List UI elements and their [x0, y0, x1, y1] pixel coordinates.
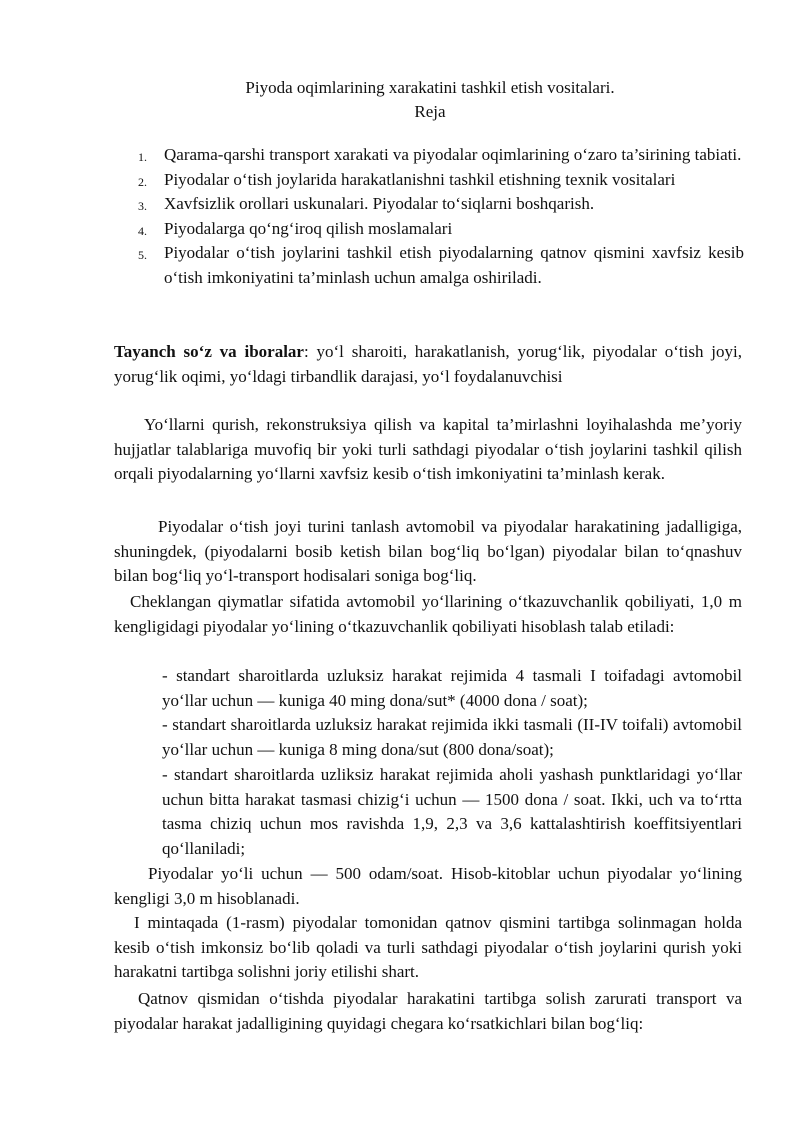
bullet-item-3: - standart sharoitlarda uzliksiz harakat rejimida aholi yashash punktlaridagi yo‘llar uchun bitta harakat tasmasi chizig‘i uchun — 1500 dona / soat. Ikki, uch va to‘rtta tasma chiziq uchun mos ravishda 1,9, 2,3 va 3,6 kattalashtirish koeffitsiyentlari qo‘llaniladi;	[162, 765, 742, 858]
paragraph-3: Cheklangan qiymatlar sifatida avtomobil yo‘llarining o‘tkazuvchanlik qobiliyati, 1,0 m kengligidagi piyodalar yo‘lining o‘tkazuvchanlik qobiliyati hisoblash talab etiladi:	[114, 592, 742, 636]
keywords-paragraph	[114, 340, 742, 389]
list-item-text: Xavfsizlik orollari uskunalari. Piyodalar to‘siqlarni boshqarish.	[164, 194, 595, 214]
list-number: 5.	[138, 248, 147, 263]
paragraph-4: Piyodalar yo‘li uchun — 500 odam/soat. Hisob-kitoblar uchun piyodalar yo‘lining kengligi 3,0 m hisoblanadi.	[114, 864, 742, 908]
list-number: 4.	[138, 223, 147, 238]
list-number: 2.	[138, 174, 147, 189]
list-item-text: Piyodalar o‘tish joylarini tashkil etish piyodalarning qatnov qismini xavfsiz kesib o‘tish imkoniyatini ta’minlash uchun amalga oshiriladi.	[164, 243, 744, 287]
plan-list	[138, 143, 744, 291]
list-item	[138, 241, 744, 290]
keywords-text: : yo‘l sharoiti, harakatlanish, yorug‘lik, piyodalar o‘tish joyi, yorug‘lik oqimi, yo‘ldagi tirbandlik darajasi, yo‘l foydalanuvchisi	[114, 342, 743, 386]
list-item	[138, 143, 744, 168]
paragraph-5: I mintaqada (1-rasm) piyodalar tomonidan qatnov qismini tartibga solinmagan holda kesib o‘tish imkonsiz bo‘lib qoladi va turli sathdagi piyodalar o‘tish joylarini qurish yoki harakatni tartibga solishni joriy etilishi shart.	[114, 913, 742, 982]
list-item-text: Piyodalar o‘tish joylarida harakatlanishni tashkil etishning texnik vositalari	[164, 169, 676, 189]
paragraph-6: Qatnov qismidan o‘tishda piyodalar harakatini tartibga solish zarurati transport va piyodalar harakat jadalligining quyidagi chegara ko‘rsatkichlari bilan bog‘liq:	[114, 989, 742, 1033]
list-number: 3.	[138, 199, 147, 214]
list-item	[138, 217, 744, 242]
list-item	[138, 168, 744, 193]
list-number: 1.	[138, 150, 147, 164]
page-title: Piyoda oqimlarining xarakatini tashkil etish vositalari.	[245, 78, 615, 97]
keywords-label: Tayanch so‘z va iboralar	[114, 342, 304, 361]
page-subtitle: Reja	[414, 102, 446, 121]
list-item	[138, 192, 744, 217]
bullet-item-1: - standart sharoitlarda uzluksiz harakat rejimida 4 tasmali I toifadagi avtomobil yo‘llar uchun — kuniga 40 ming dona/sut* (4000 dona / soat);	[162, 666, 742, 710]
paragraph-2: Piyodalar o‘tish joyi turini tanlash avtomobil va piyodalar harakatining jadalligiga, shuningdek, (piyodalarni bosib ketish bilan bog‘liq bo‘lgan) piyodalar bilan to‘qnashuv bilan bog‘liq yo‘l-transport hodisalari soniga bog‘liq.	[114, 517, 742, 586]
list-item-text: Piyodalarga qo‘ng‘iroq qilish moslamalari	[164, 218, 453, 238]
bullet-item-2: - standart sharoitlarda uzluksiz harakat rejimida ikki tasmali (II-IV toifali) avtomobil yo‘llar uchun — kuniga 8 ming dona/sut (800 dona/soat);	[162, 715, 742, 759]
list-item-text: Qarama-qarshi transport xarakati va piyodalar oqimlarining o‘zaro ta’sirining tabiati.	[164, 145, 742, 164]
paragraph-1: Yo‘llarni qurish, rekonstruksiya qilish va kapital ta’mirlashni loyihalashda me’yoriy hujjatlar talablariga muvofiq bir yoki turli sathdagi piyodalar o‘tish joylarini tashkil qilish orqali piyodalarning yo‘llarni xavfsiz kesib o‘tish imkoniyatini ta’minlash kerak.	[114, 415, 742, 484]
